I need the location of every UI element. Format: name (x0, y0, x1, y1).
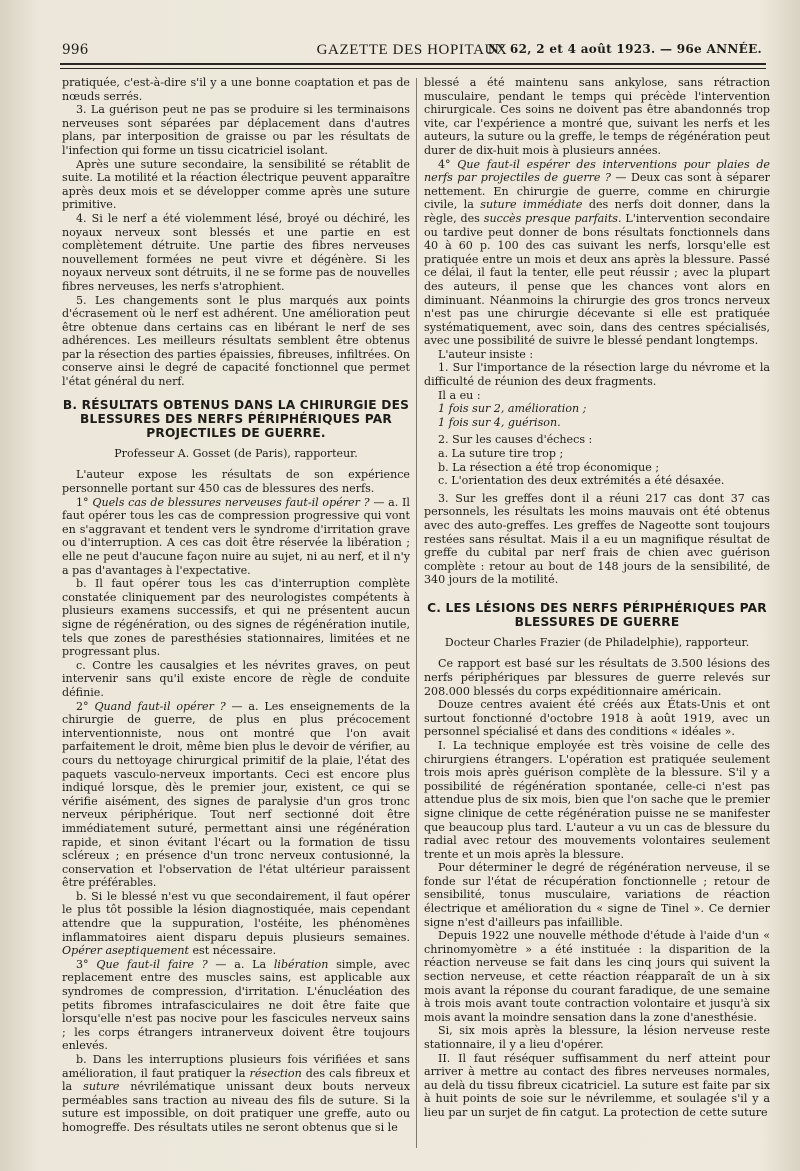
list-item: c. L'orientation des deux extrémités a été désaxée. (438, 474, 725, 488)
paragraph: 3. La guérison peut ne pas se produire si les terminaisons nerveuses sont séparées par déplacement dans d'autres plans, par interposition de graisse ou par les résultats de l'infection qui forme un tissu cicatriciel isolant. (62, 103, 410, 157)
list-item: 2. Sur les causes d'échecs : (438, 433, 593, 447)
list-item: 1. Sur l'importance de la résection large du névrome et la difficulté de réunion des deux fragments. (424, 361, 770, 389)
paragraph-text: b. Si le blessé n'est vu que secondairement, il faut opérer le plus tôt possible la lésion diagnostiquée, mais cependant attendre que la suppuration, l'ostéite, les phénomènes inflammatoires aient disparu depuis plusieurs semaines. (62, 889, 410, 944)
list-item: a. La suture tire trop ; (438, 447, 564, 461)
paragraph-text: — a. Les enseignements de la chirurgie de guerre, de plus en plus précocement interventionniste, nous ont montré que l'on avait parfaitement le droit, même bien plus le devoir de vérifier, au cours du nettoyage chirurgical primitif de la plaie, l'état des paquets vasculo-nerveux importants. Ceci est encore plus indiqué lorsque, dès le premier jour, existent, ce qui se vérifie aisément, des signes de paralysie d'un gros tronc nerveux périphérique. Tout nerf sectionné doit être immédiatement suturé, permettant ainsi une régénération rapide, et sinon évitant l'écart ou la formation de tissu scléreux ; en présence d'un tronc nerveux contusionné, la conservation et l'observation de l'état ultérieur paraissent être préférables. (62, 699, 410, 890)
emphasis-italic: succès presque parfaits. (483, 211, 622, 225)
paragraph: blessé a été maintenu sans ankylose, sans rétraction musculaire, pendant le temps qui précède l'intervention chirurgicale. Ces soins ne doivent pas être abandonnés trop vite, car l'expérience a montré que, suivant les nerfs et les auteurs, la suture ou la greffe, le temps de régénération peut durer de dix-huit mois à plusieurs années. (424, 76, 770, 157)
emphasis-italic: suture immédiate (480, 198, 583, 212)
numbering: 2° (76, 699, 95, 713)
issue-info: N° 62, 2 et 4 août 1923. — 96e ANNÉE. (487, 42, 762, 56)
question-italic: Que faut-il espérer des interventions pour plaies de nerfs par projectiles de guerre ? (424, 157, 770, 185)
right-column (424, 76, 770, 1154)
numbering: 4° (438, 157, 458, 171)
paragraph: Pour déterminer le degré de régénération nerveuse, il se fonde sur l'état de récupération fonctionnelle ; retour de sensibilité, tonus musculaire, variations de réaction électrique et amélioration du « signe de Tinel ». Ce dernier signe n'est d'ailleurs pas infaillible. (424, 861, 770, 929)
paragraph (62, 700, 410, 890)
emphasis-italic: résection (249, 1066, 302, 1080)
running-header (62, 38, 762, 64)
paragraph-text: — a. Il faut opérer tous les cas de compression progressive qui vont en s'aggravant et tendent vers le syndrome d'irritation grave ou d'interruption. A ces cas doit être réservée la libération ; elle ne peut d'aucune façon nuire au sujet, ni au nerf, et il n'y a pas d'avantages à l'expectative. (62, 495, 410, 577)
paragraph: Si, six mois après la blessure, la lésion nerveuse reste stationnaire, il y a lieu d'opérer. (424, 1024, 770, 1051)
section-c-title: C. LES LÉSIONS DES NERFS PÉRIPHÉRIQUES PAR BLESSURES DE GUERRE (427, 600, 767, 630)
paragraph (62, 890, 410, 958)
list-item (424, 402, 770, 416)
page-number: 996 (62, 42, 89, 58)
paragraph-text: des cals fibreux et la (62, 1066, 410, 1094)
list-item: Il a eu : (438, 388, 481, 402)
paragraph: 5. Les changements sont le plus marqués aux points d'écrasement où le nerf est adhérent. Une amélioration peut être obtenue dans certains cas en libérant le nerf de ses adhérences. Les meilleurs résultats semblent être obtenus par la résection des parties épaissies, fibreuses, infiltrées. On conserve ainsi le degré de capacité fonctionnel que permet l'état général du nerf. (62, 293, 410, 389)
paragraph: Ce rapport est basé sur les résultats de 3.500 lésions des nerfs périphériques par blessures de guerre relevés sur 208.000 blessés du corps expéditionnaire américain. (424, 657, 770, 698)
question-italic: Que faut-il faire ? (96, 957, 208, 971)
section-c-rapporteur: Docteur Charles Frazier (de Philadelphie), rapporteur. (444, 635, 750, 649)
section-b-rapporteur: Professeur A. Gosset (de Paris), rapporteur. (114, 446, 358, 460)
paragraph: II. Il faut réséquer suffisamment du nerf atteint pour arriver à mettre au contact des fibres nerveuses normales, au delà du tissu fibreux cicatriciel. La suture est faite par six à huit points de soie sur le névrilemme, et soulagée s'il y a lieu par un surjet de fin catgut. La protection de cette suture (424, 1051, 770, 1119)
paragraph-text: — Deux cas sont à séparer nettement. En chirurgie de guerre, comme en chirurgie civile, la (424, 171, 770, 212)
emphasis-italic: suture (83, 1080, 120, 1094)
paragraph: Depuis 1922 une nouvelle méthode d'étude à l'aide d'un « chrinomyomètre » a été instituée : la disparition de la réaction nerveuse se fait dans les cinq jours qui suivent la section nerveuse, et cette réaction réapparaît de un à six mois avant la réponse du courant faradique, de une semaine à trois mois avant toute contraction volontaire et jusqu'à six mois avant la moindre sensation dans la zone d'anesthésie. (424, 929, 770, 1024)
journal-title: GAZETTE DES HOPITAUX (316, 42, 508, 58)
emphasis-italic: libération (273, 957, 329, 971)
numbering: 1° (76, 495, 93, 509)
paragraph: c. Contre les causalgies et les névrites graves, on peut intervenir sans qu'il existe encore de règle de conduite définie. (62, 658, 410, 699)
emphasis-italic: 1 fois sur 2, amélioration ; (438, 402, 587, 416)
numbering: 3° (76, 957, 97, 971)
paragraph: 4. Si le nerf a été violemment lésé, broyé ou déchiré, les noyaux nerveux sont blessés et une partie en est complètement détruite. Une partie des fibres nerveuses nouvellement formées ne peut vivre et dégénère. Si les noyaux nerveux sont détruits, il ne se forme pas de nouvelles fibres nerveuses, les nerfs s'atrophient. (62, 211, 410, 293)
question-italic: Quels cas de blessures nerveuses faut-il opérer ? (92, 495, 370, 509)
paragraph: L'auteur expose les résultats de son expérience personnelle portant sur 450 cas de blessures des nerfs. (62, 468, 410, 496)
paragraph: pratiquée, c'est-à-dire s'il y a une bonne coaptation et pas de nœuds serrés. (62, 76, 410, 103)
header-rule (60, 63, 766, 65)
paragraph: Douze centres avaient été créés aux États-Unis et ont surtout fonctionné d'octobre 1918 à août 1919, avec un personnel spécialisé et dans des conditions « idéales ». (424, 698, 770, 739)
section-b-title: B. RÉSULTATS OBTENUS DANS LA CHIRURGIE DES BLESSURES DES NERFS PÉRIPHÉRIQUES PAR PROJECTILES DE GUERRE. (62, 397, 410, 441)
paragraph: Après une suture secondaire, la sensibilité se rétablit de suite. La motilité et la réaction électrique peuvent apparaître après deux mois et se développer comme après une suture primitive. (62, 157, 410, 212)
paragraph (424, 158, 770, 348)
paragraph-text: des nerfs doit donner, dans la règle, des (424, 198, 770, 225)
paragraph: b. Il faut opérer tous les cas d'interruption complète constatée cliniquement par des neurologistes compétents à plusieurs examens successifs, et qui ne présentent aucun signe de régénération, ou des signes de régénération inutile, tels que zones de paresthésies stationnaires, limitées et ne progressant plus. (62, 577, 410, 659)
paragraph (62, 1053, 410, 1135)
paragraph-text: névrilématique unissant deux bouts nerveux perméables sans traction au niveau des fils de suture. Si la suture est impossible, on doit pratiquer une greffe, auto ou homogreffe. Des résultats utiles ne seront obtenus que si le (62, 1080, 410, 1134)
paragraph: L'auteur insiste : (438, 347, 534, 361)
left-column (62, 76, 410, 1154)
paragraph-text: L'intervention secondaire ou tardive peut donner de bons résultats fonctionnels dans 40 à 60 p. 100 des cas suivant les nerfs, lorsqu'elle est pratiquée entre un mois et deux ans après la blessure. Passé ce délai, il faut la tenter, elle peut réussir ; avec la plupart des auteurs, il pense que les chances vont alors en diminuant. Néanmoins la chirurgie des gros troncs nerveux n'est pas une chirurgie décevante si elle est pratiquée systématiquement, avec soin, dans des centres spécialisés, avec une possibilité de suivre le blessé pendant longtemps. (424, 211, 770, 348)
emphasis-italic: 1 fois sur 4, guérison. (438, 415, 561, 429)
paragraph-text: b. Dans les interruptions plusieurs fois vérifiées et sans amélioration, il faut pratiquer la (62, 1053, 410, 1080)
paragraph-text: simple, avec replacement entre des muscles sains, est applicable aux syndromes de compression, d'irritation. L'énucléation des petits fibromes intrafasciculaires ne doit être faite que lorsqu'elle n'est pas nocive pour les fascicules nerveux sains ; les corps étrangers intranerveux doivent être toujours enlevés. (62, 957, 410, 1053)
question-italic: Quand faut-il opérer ? (94, 699, 226, 713)
list-item: b. La résection a été trop économique ; (438, 460, 660, 474)
paragraph (62, 958, 410, 1053)
column-divider (416, 78, 417, 1148)
emphasis-italic: Opérer aseptiquement (62, 944, 189, 958)
paragraph: I. La technique employée est très voisine de celle des chirurgiens étrangers. L'opération est pratiquée seulement trois mois après guérison complète de la blessure. S'il y a possibilité de régénération spontanée, celle-ci n'est pas attendue plus de six mois, bien que l'on sache que le premier signe clinique de cette régénération puisse ne se manifester que beaucoup plus tard. L'auteur a vu un cas de blessure du radial avec retour des mouvements volontaires seulement trente et un mois après la blessure. (424, 738, 770, 861)
paragraph-text: est nécessaire. (188, 944, 277, 958)
header-rule-thin (60, 68, 766, 69)
paragraph-text: — a. La (207, 957, 274, 971)
paragraph: 3. Sur les greffes dont il a réuni 217 cas dont 37 cas personnels, les résultats les moins mauvais ont été obtenus avec des auto-greffes. Les greffes de Nageotte sont toujours restées sans résultat. Mais il a eu un magnifique résultat de greffe du cubital par nerf frais de chien avec guérison complète : retour au bout de 148 jours de la sensibilité, de 340 jours de la motilité. (424, 491, 770, 587)
paragraph (62, 496, 410, 578)
list-item (424, 416, 770, 430)
